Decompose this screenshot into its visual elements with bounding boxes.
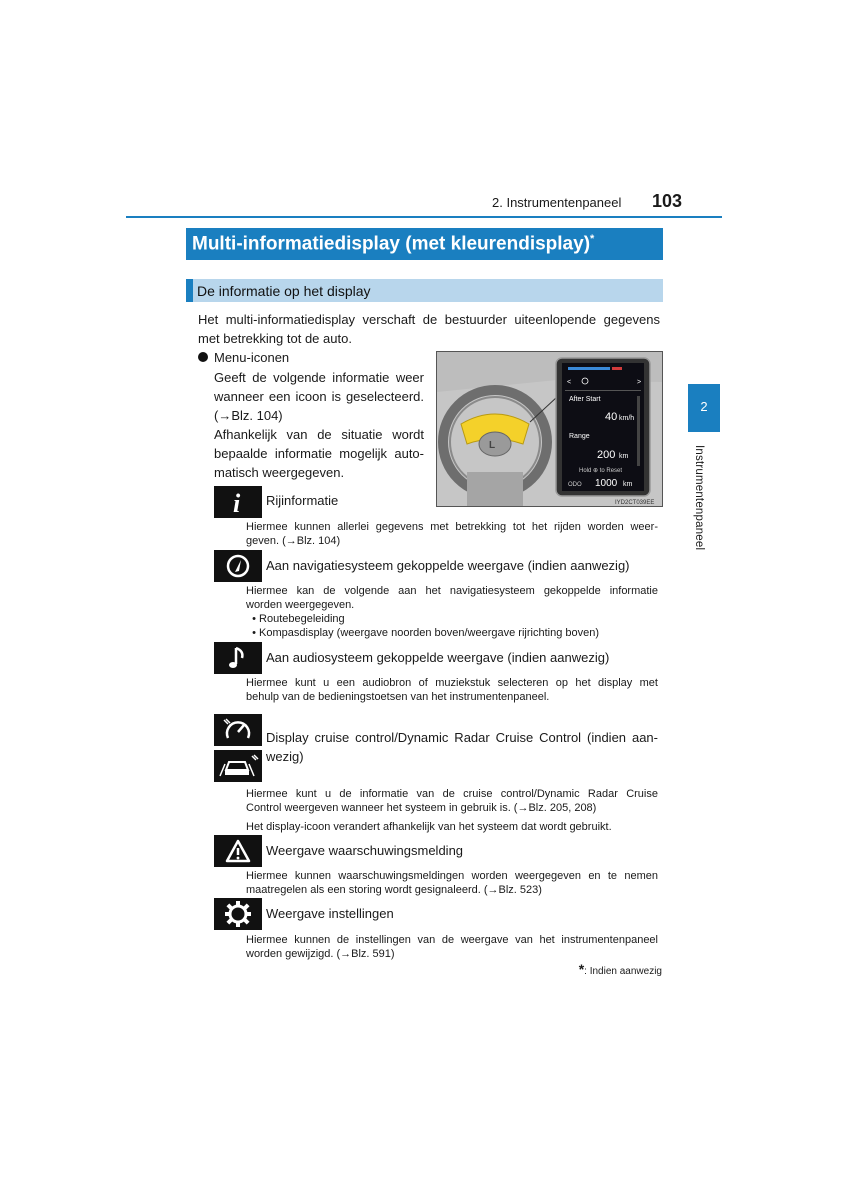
desc-line: Control weergeven wanneer het systeem in gebruik is. (→Blz. 205, 208) — [246, 802, 597, 814]
desc-line: Hiermee kunnen waarschuwingsmeldingen worden weergegeven en te nemen — [246, 870, 658, 882]
section-heading: De informatie op het display — [197, 283, 371, 299]
figure-illustration — [437, 352, 663, 507]
page-title — [192, 233, 594, 255]
svg-text:>: > — [637, 379, 642, 386]
fig-hold-reset: Hold ⊕ to Reset — [579, 468, 623, 474]
fig-range-label: Range — [569, 433, 590, 440]
desc-line: Hiermee kunnen de instellingen van de weergave van het instrumentenpaneel — [246, 934, 658, 946]
fig-odo-value: 1000 — [595, 478, 618, 489]
running-header-section: 2. Instrumentenpaneel — [492, 195, 622, 210]
page-title-text: Multi-informatiedisplay (met kleurendisplay) — [192, 233, 591, 255]
fig-after-start: After Start — [569, 396, 601, 403]
intro-line: met betrekking tot de auto. — [198, 331, 352, 346]
music-note-icon — [214, 642, 262, 674]
chapter-tab-number: 2 — [700, 399, 708, 414]
title-asterisk: * — [590, 233, 595, 245]
footnote-text: : Indien aanwezig — [584, 966, 662, 977]
item-label-rijinformatie: Rijinformatie — [266, 493, 339, 508]
desc-line: Hiermee kunt u de informatie van de cruise control/Dynamic Radar Cruise — [246, 788, 658, 800]
menu-desc-line: wanneer een icoon is geselecteerd. — [214, 389, 424, 404]
bullet-text: Routebegeleiding — [259, 613, 345, 625]
bullet-item: • Routebegeleiding — [246, 613, 345, 625]
item-desc-cruise — [246, 787, 658, 815]
cruise-control-icon — [214, 714, 262, 746]
item-label-cruise — [266, 728, 658, 766]
radar-cruise-icon — [214, 750, 262, 782]
footnote-symbol: * — [578, 961, 585, 977]
desc-line: Hiermee kan de volgende aan het navigatiesysteem gekoppelde informatie — [246, 585, 658, 597]
header-rule — [126, 216, 722, 218]
item-note-cruise: Het display-icoon verandert afhankelijk van het systeem dat wordt gebruikt. — [246, 821, 612, 833]
item-desc-audio — [246, 676, 658, 704]
menu-desc-line: Afhankelijk van de situatie wordt — [214, 427, 424, 442]
footnote — [579, 961, 662, 977]
warning-icon — [214, 835, 262, 867]
page-number: 103 — [652, 191, 683, 211]
svg-text:<: < — [567, 379, 572, 386]
fig-odo-unit: km — [623, 481, 633, 488]
item-desc-settings — [246, 933, 658, 961]
svg-text:L: L — [489, 440, 496, 451]
item-desc-navigation — [246, 584, 658, 640]
menu-desc-line: Geeft de volgende informatie weer — [214, 370, 424, 385]
item-label-settings: Weergave instellingen — [266, 906, 394, 921]
chapter-tab-label: Instrumentenpaneel — [693, 445, 705, 551]
fig-speed-unit: km/h — [619, 415, 635, 422]
menu-desc-line: matisch weergegeven. — [214, 465, 345, 480]
desc-line: geven. (→Blz. 104) — [246, 535, 341, 547]
label-line: wezig) — [266, 749, 304, 764]
fig-range-value: 200 — [597, 449, 616, 461]
desc-line: worden weergegeven. — [246, 599, 355, 611]
desc-line: Hiermee kunt u een audiobron of muziekstuk selecteren op het display met — [246, 677, 658, 689]
desc-line: behulp van de bedieningstoetsen van het instrumentenpaneel. — [246, 691, 550, 703]
item-desc-rijinformatie — [246, 520, 658, 548]
desc-line: Hiermee kunnen allerlei gegevens met betrekking tot het rijden worden weer- — [246, 521, 658, 533]
info-icon — [214, 486, 262, 518]
menu-desc-line: (→Blz. 104) — [214, 408, 283, 423]
fig-code: IYD2CT039EE — [615, 500, 655, 506]
bullet-text: Kompasdisplay (weergave noorden boven/weergave rijrichting boven) — [259, 627, 599, 639]
fig-range-unit: km — [619, 453, 629, 460]
navigation-icon — [214, 550, 262, 582]
intro-line: Het multi-informatiedisplay verschaft de bestuurder uiteenlopende gegevens — [198, 312, 660, 327]
menu-description — [214, 368, 424, 482]
svg-text:i: i — [233, 489, 241, 518]
item-desc-warning — [246, 869, 658, 897]
label-line: Display cruise control/Dynamic Radar Cruise Control (indien aan- — [266, 730, 658, 745]
intro-paragraph — [198, 310, 660, 348]
gear-icon — [214, 898, 262, 930]
desc-line: worden gewijzigd. (→Blz. 591) — [246, 948, 395, 960]
item-label-audio: Aan audiosysteem gekoppelde weergave (indien aanwezig) — [266, 650, 610, 665]
desc-line: maatregelen als een storing wordt gesignaleerd. (→Blz. 523) — [246, 884, 542, 896]
item-label-navigation: Aan navigatiesysteem gekoppelde weergave (indien aanwezig) — [266, 558, 630, 573]
fig-odo-label: ODO — [568, 482, 582, 488]
bullet-item: • Kompasdisplay (weergave noorden boven/weergave rijrichting boven) — [246, 627, 599, 639]
bullet-dot — [198, 352, 208, 362]
menu-heading: Menu-iconen — [214, 350, 290, 365]
display-figure — [436, 351, 663, 507]
fig-speed-value: 40 — [605, 411, 618, 423]
menu-desc-line: bepaalde informatie mogelijk auto- — [214, 446, 424, 461]
item-label-warning: Weergave waarschuwingsmelding — [266, 843, 464, 858]
